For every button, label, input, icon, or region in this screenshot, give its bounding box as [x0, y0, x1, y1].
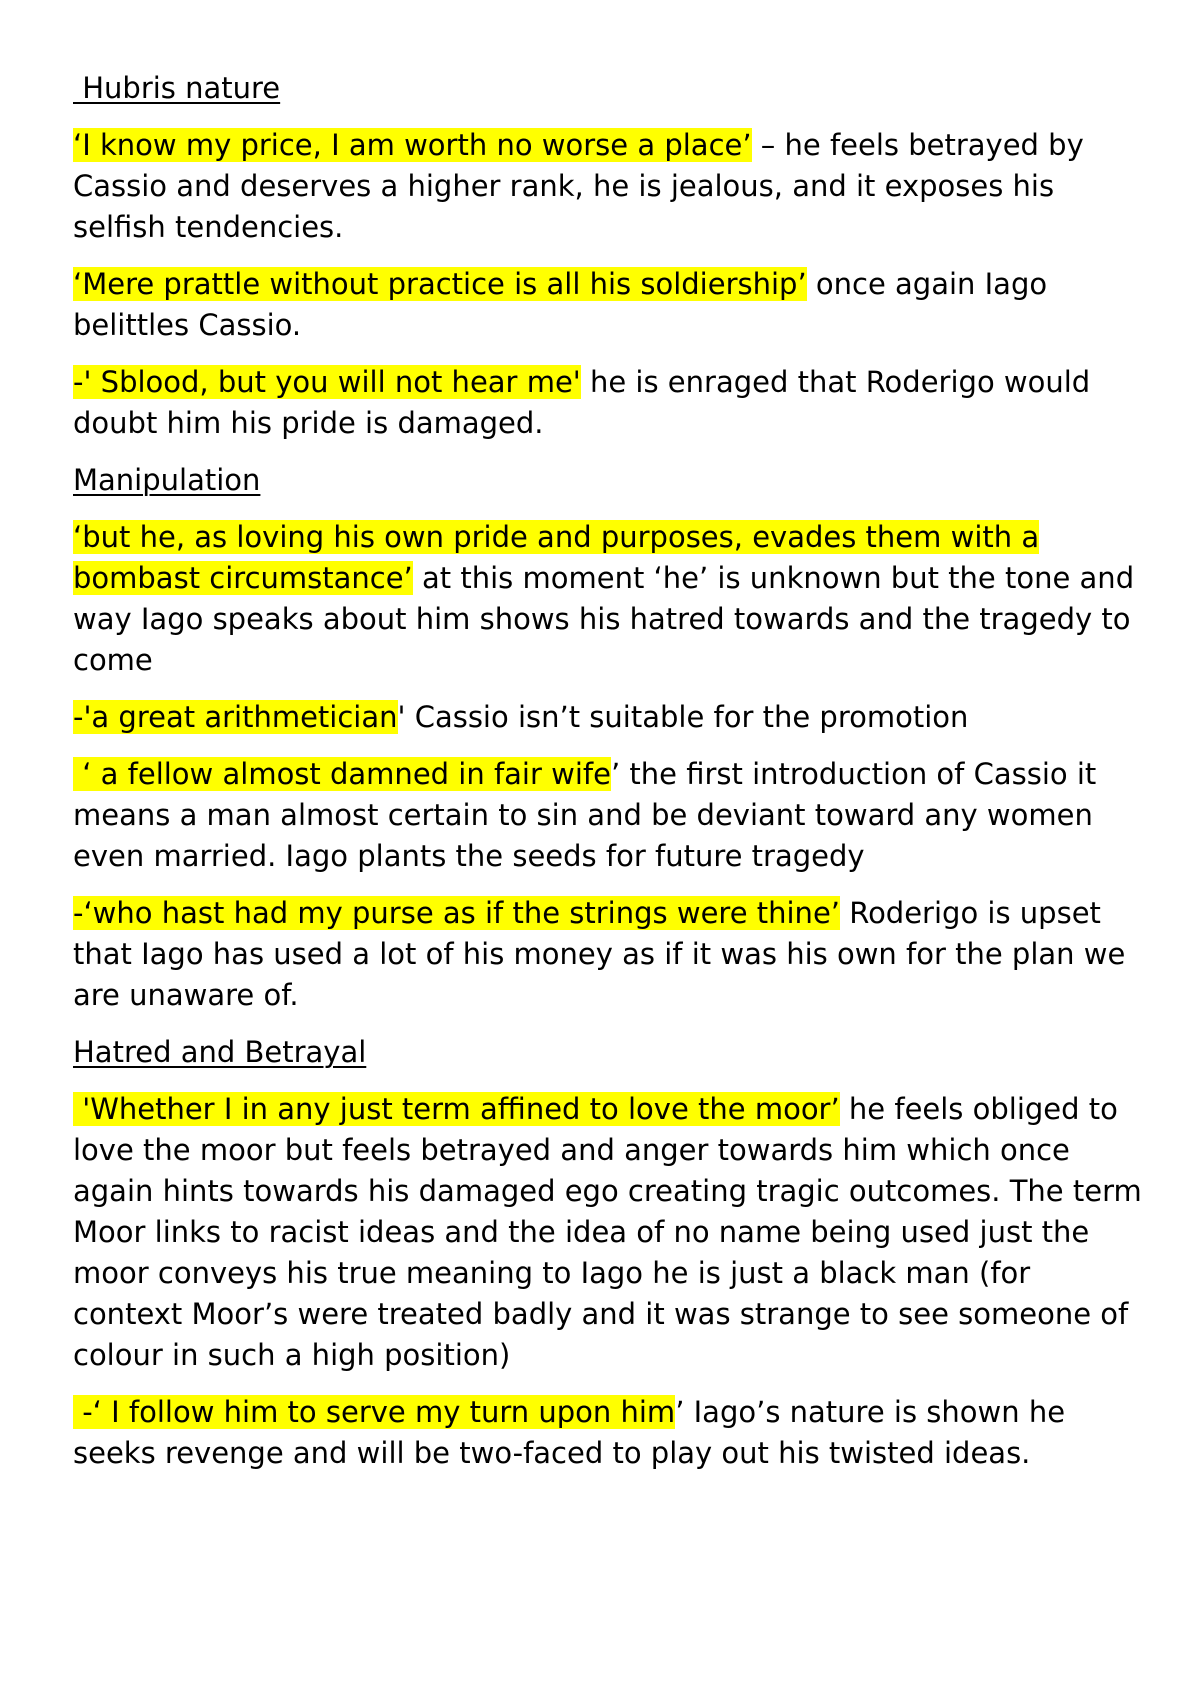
paragraph — [73, 1392, 1143, 1474]
highlighted-quote: ‘ a fellow almost damned in fair wife — [73, 757, 611, 791]
highlighted-quote: -‘who hast had my purse as if the strings were thine’ — [73, 896, 840, 930]
highlighted-quote: -' Sblood, but you will not hear me' — [73, 365, 581, 399]
paragraph — [73, 264, 1143, 346]
section-heading-manipulation: Manipulation — [73, 463, 261, 497]
analysis-text: ’ the first introduction of Cassio it means a man almost certain to sin and be deviant toward any women even married. Iago plants the seeds for future tragedy — [73, 757, 1097, 873]
paragraph — [73, 517, 1143, 681]
section-heading-hubris: Hubris nature — [73, 71, 281, 105]
paragraph — [73, 754, 1143, 877]
highlighted-quote: -'a great arithmetician — [73, 700, 398, 734]
highlighted-quote: ‘Mere prattle without practice is all his soldiership’ — [73, 267, 807, 301]
analysis-text: at this moment ‘he’ is unknown but the tone and way Iago speaks about him shows his hatred towards and the tragedy to come — [73, 561, 1135, 677]
highlighted-quote: 'Whether I in any just term affined to love the moor’ — [73, 1092, 840, 1126]
analysis-text: ’ Iago’s nature is shown he seeks revenge and will be two-faced to play out his twisted ideas. — [73, 1395, 1066, 1470]
analysis-text: Roderigo is upset that Iago has used a lot of his money as if it was his own for the plan we are unaware of. — [73, 896, 1126, 1012]
section-heading-hatred-betrayal: Hatred and Betrayal — [73, 1035, 367, 1069]
paragraph — [73, 362, 1143, 444]
analysis-text: once again Iago belittles Cassio. — [73, 267, 1048, 342]
paragraph — [73, 125, 1143, 248]
paragraph — [73, 1089, 1143, 1376]
paragraph — [73, 697, 1143, 738]
highlighted-quote: -‘ I follow him to serve my turn upon him — [73, 1395, 676, 1429]
analysis-text: he is enraged that Roderigo would doubt him his pride is damaged. — [73, 365, 1091, 440]
analysis-text: he feels obliged to love the moor but feels betrayed and anger towards him which once again hints towards his damaged ego creating tragic outcomes. The term Moor links to racist ideas and the idea of no name being used just the moor conveys his true meaning to Iago he is just a black man (for context Moor’s were treated badly and it was strange to see someone of colour in such a high position) — [73, 1092, 1142, 1372]
highlighted-quote: ‘I know my price, I am worth no worse a place’ — [73, 128, 752, 162]
analysis-text: – he feels betrayed by Cassio and deserves a higher rank, he is jealous, and it exposes his selfish tendencies. — [73, 128, 1084, 244]
paragraph — [73, 893, 1143, 1016]
analysis-text: ' Cassio isn’t suitable for the promotion — [397, 700, 969, 734]
document-page — [73, 68, 1143, 1490]
highlighted-quote: ‘but he, as loving his own pride and purposes, evades them with a bombast circumstance’ — [73, 520, 1040, 595]
